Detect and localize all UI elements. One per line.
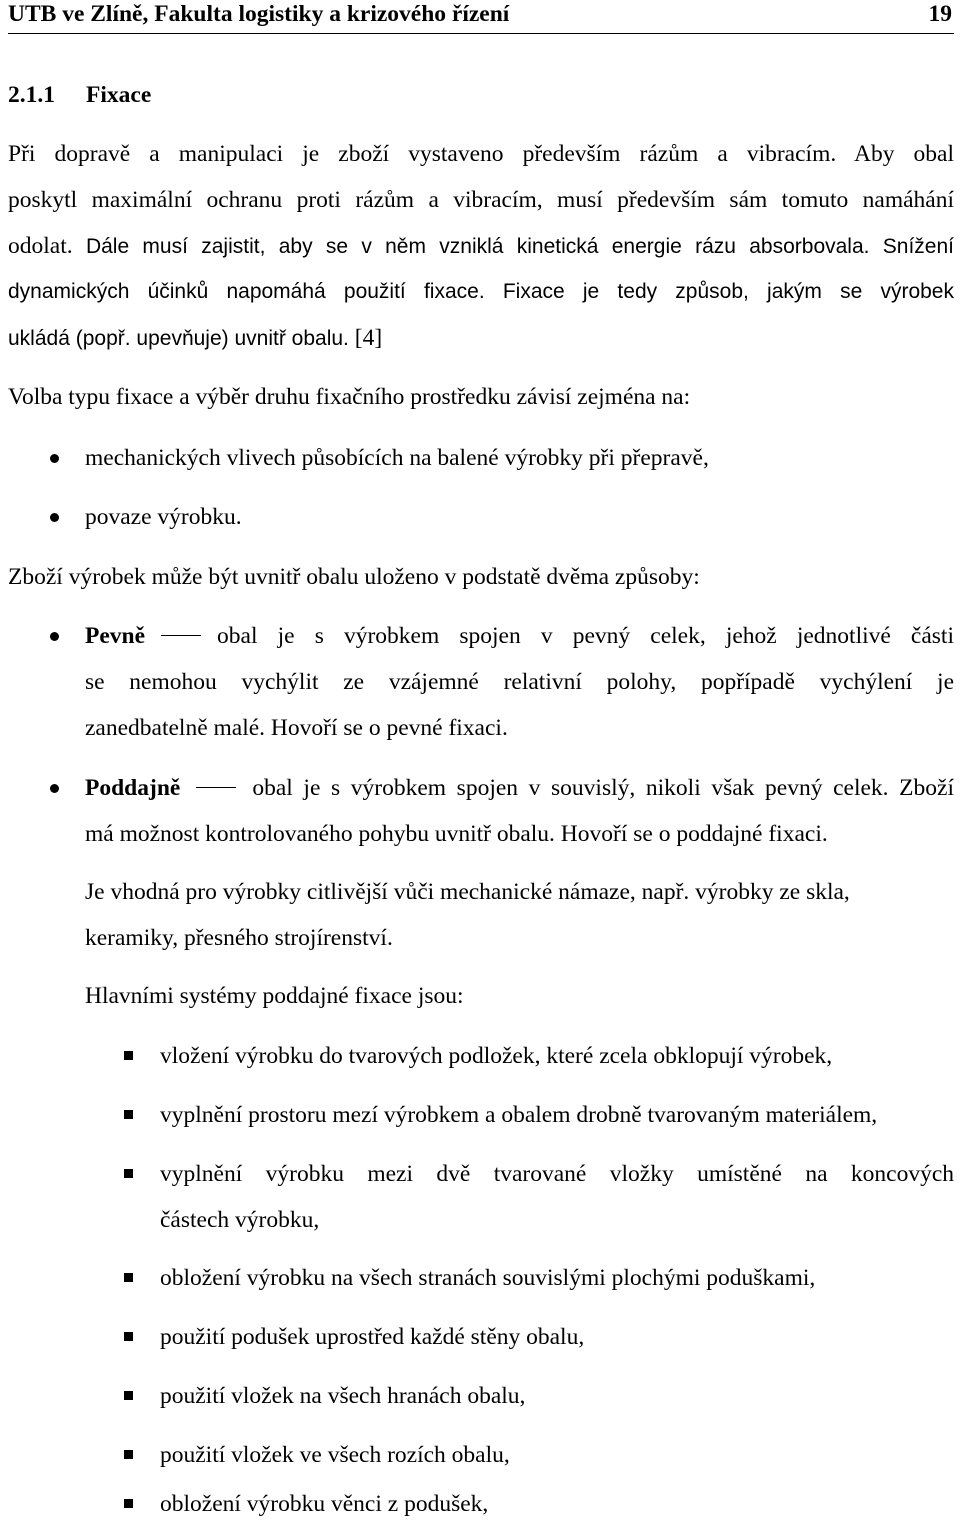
square-bullet-icon (124, 1332, 133, 1341)
term-flexible: Poddajně (85, 775, 181, 801)
bullet-icon (50, 632, 59, 641)
header-divider (8, 33, 954, 34)
intro-line-5: ukládá (popř. upevňuje) uvnitř obalu. [4] (8, 325, 383, 351)
document-page: UTB ve Zlíně, Fakulta logistiky a krizového řízení 19 2.1.1 Fixace Při dopravě a manipulaci je zboží vystaveno především rázům a vibracím. Aby obal poskytl maximální ochranu proti rázům a vibracím, musí především sám tomuto namáhání odolat. Dále musí zajistit, aby se v něm vzniklá kinetická energie rázu absorbovala. Snížení dynamických účinků napomáhá použití fixace. Fixace je tedy způsob, jakým se výrobek ukládá (popř. upevňuje) uvnitř obalu. [4] Volba typu fixace a výběr druhu fixačního prostředku závisí zejména na: mechanických vlivech působících na balené výrobky při přepravě, povaze výrobku. Zboží výrobek může být uvnitř obalu uloženo v podstatě dvěma způsoby: Pevně obal je s výrobkem spojen v pevný celek, jehož jednotlivé části se nemohou vychýlit ze vzájemné relativní polohy, popřípadě vychýlení je zanedbatelně malé. Hovoří se o pevné fixaci. Poddajně obal je s výrobkem spojen v souvislý, nikoli však pevný celek. Zboží má možnost kontrolovaného pohybu uvnitř obalu. Hovoří se o poddajné fixaci. Je vhodná pro výrobky citlivější vůči mechanické námaze, např. výrobky ze skla, keramiky, přesného strojírenství. Hlavními systémy poddajné fixace jsou: vložení výrobku do tvarových podložek, které zcela obklopují výrobek, vyplnění prostoru mezí výrobkem a obalem drobně tvarovaným materiálem, vyplnění výrobku mezi dvě tvarované vložky umístěné na koncových částech výrobku, obložení výrobku na všech stranách souvislými plochými poduškami, použití podušek uprostřed každé stěny obalu, použití vložek na všech hranách obalu, použití vložek ve všech rozích obalu, obložení výrobku věnci z podušek, (8, 1, 954, 1517)
section-heading (8, 82, 151, 109)
square-bullet-icon (124, 1051, 133, 1060)
intro-paragraph (8, 131, 954, 361)
square-bullet-icon (124, 1499, 133, 1508)
square-bullet-icon (124, 1110, 133, 1119)
dash-separator (196, 787, 236, 788)
bullet-icon (50, 784, 59, 793)
choice-lead: Volba typu fixace a výběr druhu fixačního prostředku závisí zejména na: (8, 384, 691, 410)
square-bullet-icon (124, 1450, 133, 1459)
header-title: UTB ve Zlíně, Fakulta logistiky a krizového řízení (8, 1, 510, 27)
intro-line-2: poskytl maximální ochranu proti rázům a vibracím, musí především sám tomuto namáhání (8, 187, 954, 213)
ways-lead: Zboží výrobek může být uvnitř obalu uloženo v podstatě dvěma způsoby: (8, 564, 700, 590)
intro-line-4: dynamických účinků napomáhá použití fixace. Fixace je tedy způsob, jakým se výrobek (8, 280, 954, 303)
term-firm: Pevně (85, 623, 146, 649)
bullet-icon (50, 454, 59, 463)
intro-line-1: Při dopravě a manipulaci je zboží vystaveno především rázům a vibracím. Aby obal (8, 141, 954, 167)
square-bullet-icon (124, 1273, 133, 1282)
running-header (8, 0, 956, 28)
square-bullet-icon (124, 1391, 133, 1400)
square-bullet-icon (124, 1169, 133, 1178)
page-number: 19 (928, 1, 952, 27)
section-title: Fixace (86, 82, 152, 108)
bullet-icon (50, 513, 59, 522)
dash-separator (161, 635, 201, 636)
intro-line-3: odolat. Dále musí zajistit, aby se v něm vzniklá kinetická energie rázu absorbovala. Snížení (8, 233, 954, 259)
section-number: 2.1.1 (8, 82, 55, 108)
